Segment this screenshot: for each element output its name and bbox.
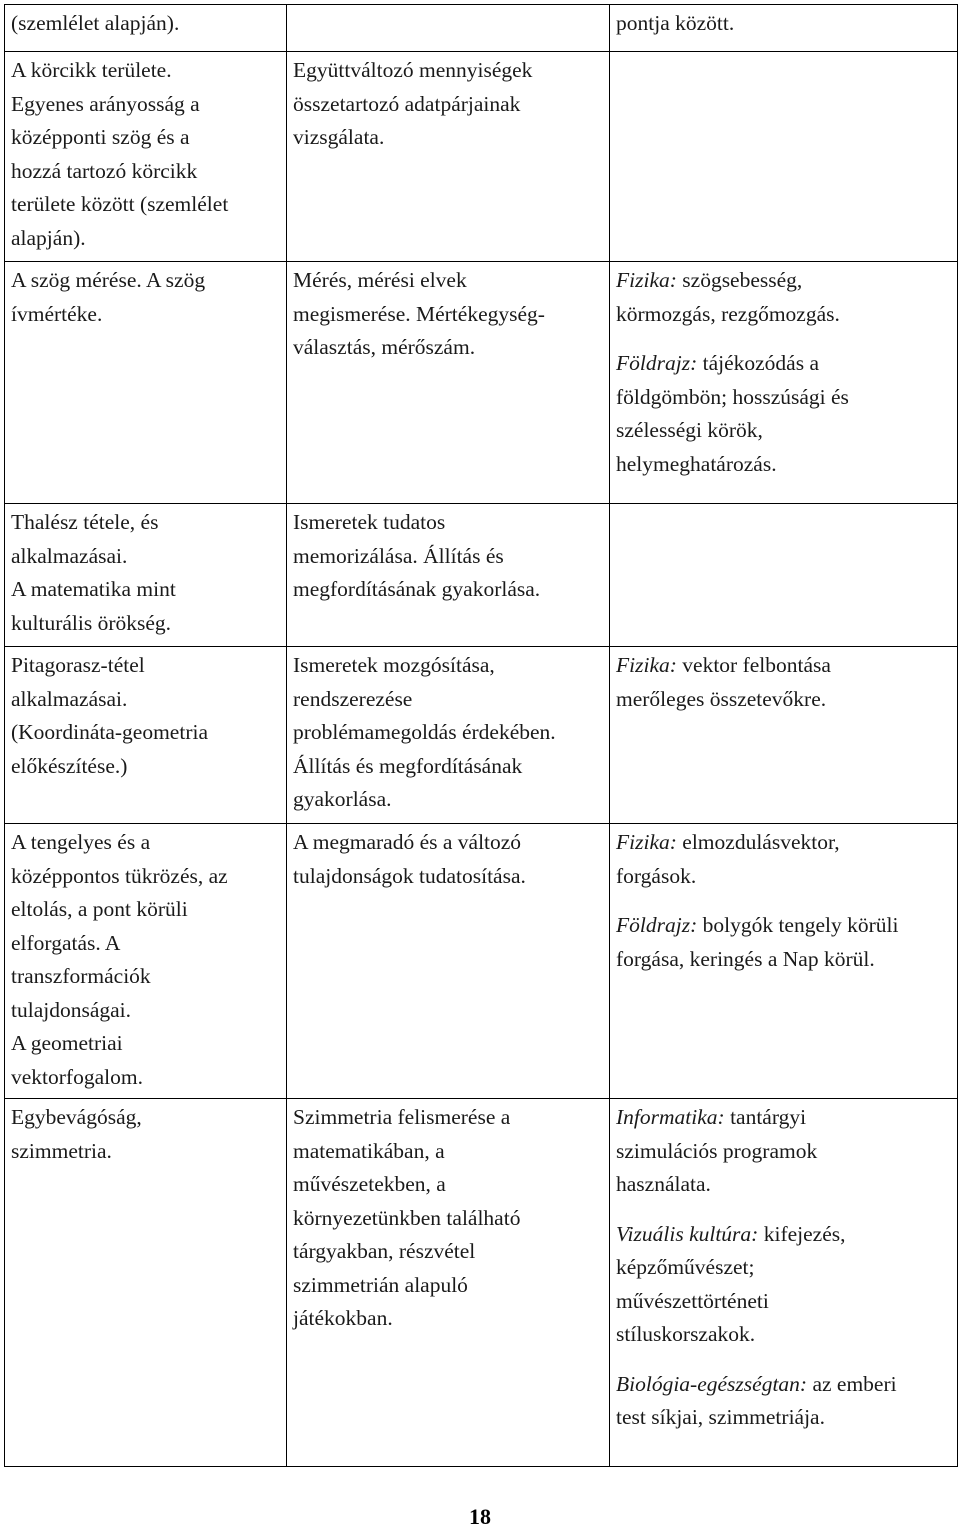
subject-label: Fizika: [616,830,677,854]
table-row [5,647,958,824]
topic-cell: Egybevágóság, szimmetria. [5,1099,287,1467]
connections-cell: Fizika: elmozdulásvektor, forgások. Földrajz: bolygók tengely körüli forgása, keringés a Nap körül. [610,824,958,1099]
connections-cell: Fizika: vektor felbontása merőleges összetevőkre. [610,647,958,824]
development-cell: Mérés, mérési elvek megismerése. Mértékegység- választás, mérőszám. [287,262,610,504]
table-row [5,5,958,52]
development-cell [287,5,610,52]
table-row [5,504,958,647]
subject-label: Fizika: [616,653,677,677]
topic-cell: A szög mérése. A szög ívmértéke. [5,262,287,504]
table-row [5,824,958,1099]
subject-label: Informatika: [616,1105,725,1129]
table-row [5,52,958,262]
development-cell: Együttváltozó mennyiségek összetartozó adatpárjainak vizsgálata. [287,52,610,262]
subject-label: Biológia-egészségtan: [616,1371,808,1396]
connections-cell: Informatika: tantárgyi szimulációs programok használata. Vizuális kultúra: kifejezés, képzőművészet; művészettörténeti stíluskorszakok. Biológia-egészségtan: az emberi test síkjai, szimmetriája. [610,1099,958,1467]
curriculum-table [4,4,958,1467]
table-row [5,262,958,504]
subject-label: Fizika: [616,268,677,292]
subject-label: Földrajz: [616,351,698,375]
topic-cell: A tengelyes és a középpontos tükrözés, az eltolás, a pont körüli elforgatás. A transzformációk tulajdonságai. A geometriai vektorfogalom. [5,824,287,1099]
connections-cell: pontja között. [610,5,958,52]
development-cell: Szimmetria felismerése a matematikában, a művészetekben, a környezetünkben található tárgyakban, részvétel szimmetrián alapuló játékokban. [287,1099,610,1467]
topic-cell: A körcikk területe. Egyenes arányosság a középponti szög és a hozzá tartozó körcikk területe között (szemlélet alapján). [5,52,287,262]
table-row [5,1099,958,1467]
development-cell: A megmaradó és a változó tulajdonságok tudatosítása. [287,824,610,1099]
connections-cell [610,504,958,647]
development-cell: Ismeretek mozgósítása, rendszerezése problémamegoldás érdekében. Állítás és megfordításának gyakorlása. [287,647,610,824]
connections-cell: Fizika: szögsebesség, körmozgás, rezgőmozgás. Földrajz: tájékozódás a földgömbön; hosszúsági és szélességi körök, helymeghatározás. [610,262,958,504]
topic-cell: Thalész tétele, és alkalmazásai. A matematika mint kulturális örökség. [5,504,287,647]
subject-label: Vizuális kultúra: [616,1221,759,1246]
topic-cell: Pitagorasz-tétel alkalmazásai. (Koordináta-geometria előkészítése.) [5,647,287,824]
page-number: 18 [469,1504,491,1529]
development-cell: Ismeretek tudatos memorizálása. Állítás és megfordításának gyakorlása. [287,504,610,647]
subject-label: Földrajz: [616,913,698,937]
connections-cell [610,52,958,262]
topic-cell: (szemlélet alapján). [5,5,287,52]
